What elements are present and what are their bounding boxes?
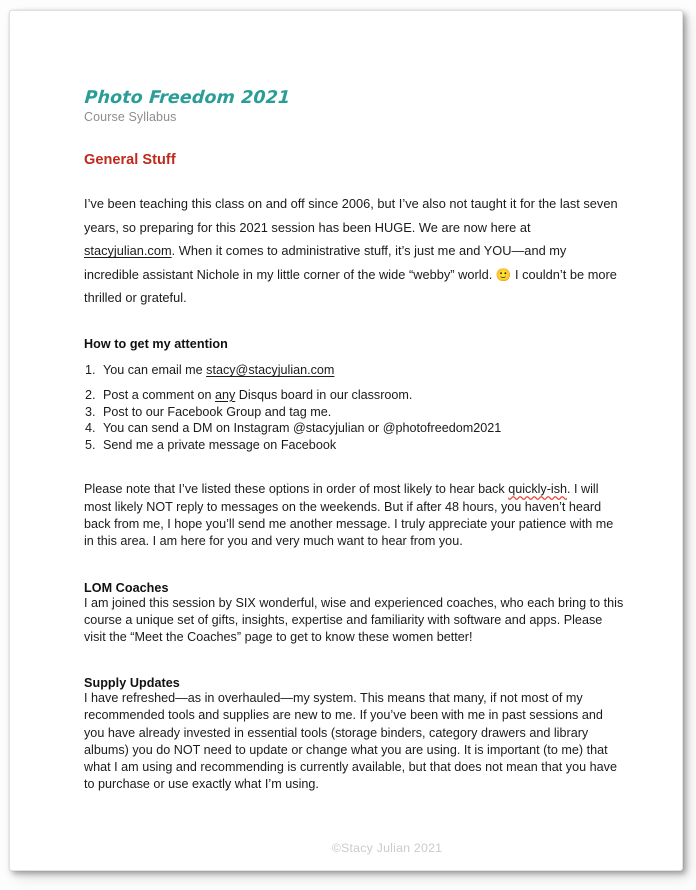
section-heading-general-stuff: General Stuff — [84, 152, 176, 169]
list-item — [84, 387, 624, 404]
intro-paragraph — [84, 192, 624, 309]
copyright-notice: ©Stacy Julian 2021 — [331, 841, 443, 855]
note-text-part2: . I will most likely NOT reply to messages on the weekends. But if after 48 hours, you haven’t heard back from me, I hope you’ll send me another message. I truly appreciate your patience with me in this area. I am here for you and very much want to hear from you. — [84, 482, 614, 549]
page-footer — [10, 839, 683, 857]
link-email-stacy[interactable]: stacy@stacyjulian.com — [206, 363, 335, 378]
list-item-number: 3. — [85, 404, 96, 419]
link-stacyjulian-com[interactable]: stacyjulian.com — [84, 243, 172, 259]
please-note-paragraph — [84, 481, 624, 550]
document-masthead — [84, 89, 624, 125]
lom-coaches-paragraph: I am joined this session by SIX wonderful, wise and experienced coaches, who each bring to this course a unique set of gifts, insights, expertise and familiarity with software and apps. Please visit the “Meet the Coaches” page to get to know these women better! — [84, 595, 624, 644]
list-item-number: 5. — [85, 437, 96, 452]
list-item-text: Post a comment on — [103, 388, 215, 402]
page-content — [84, 89, 624, 793]
list-item-number: 4. — [85, 421, 96, 436]
document-title: Photo Freedom 2021 — [83, 88, 291, 108]
section-lom-coaches — [84, 581, 624, 647]
spellcheck-misspelled-word: quickly-ish — [508, 482, 568, 497]
attention-options-list — [84, 362, 624, 453]
document-subtitle: Course Syllabus — [84, 110, 177, 125]
section-heading-lom-coaches: LOM Coaches — [84, 580, 169, 595]
list-item — [84, 437, 624, 454]
list-item — [84, 362, 624, 379]
intro-text-part3: I couldn’t be more thrilled or grateful. — [84, 266, 617, 305]
section-how-to-get-my-attention — [84, 337, 624, 453]
intro-text-part2: . When it comes to administrative stuff, it’s just me and YOU—and my incredible assistant Nichole in my little corner of the wide “webby” world. — [84, 243, 567, 282]
list-item-text-tail: Disqus board in our classroom. — [235, 388, 413, 402]
emphasis-any: any — [215, 388, 236, 402]
smiley-face-icon: 🙂 — [495, 266, 512, 282]
section-general-stuff — [84, 152, 624, 309]
section-heading-attention: How to get my attention — [84, 337, 228, 352]
intro-text-part1: I’ve been teaching this class on and off since 2006, but I’ve also not taught it for the last seven years, so preparing for this 2021 session has been HUGE. We are now here at — [84, 196, 618, 235]
document-page — [9, 10, 683, 871]
section-supply-updates — [84, 676, 624, 793]
list-item-text: Post to our Facebook Group and tag me. — [103, 404, 332, 419]
section-heading-supply-updates: Supply Updates — [84, 676, 180, 691]
supply-updates-paragraph: I have refreshed—as in overhauled—my system. This means that many, if not most of my recommended tools and supplies are new to me. If you’ve been with me in past sessions and you have already invested in essential tools (storage binders, category drawers and library albums) you do NOT need to update or change what you are using. It is important (to me) that what I am using and recommending is currently available, but that does not mean that you have to purchase or use exactly what I’m using. — [84, 691, 617, 792]
list-item-text: You can email me — [103, 363, 207, 378]
section-please-note — [84, 481, 624, 550]
list-item-text: You can send a DM on Instagram @stacyjulian or @photofreedom2021 — [103, 421, 502, 436]
list-item-number: 2. — [85, 388, 96, 402]
note-text-part1: Please note that I’ve listed these options in order of most likely to hear back — [84, 482, 509, 497]
list-item-number: 1. — [85, 363, 96, 378]
list-item-text: Send me a private message on Facebook — [103, 437, 337, 452]
list-item — [84, 420, 624, 437]
list-item — [84, 404, 624, 421]
